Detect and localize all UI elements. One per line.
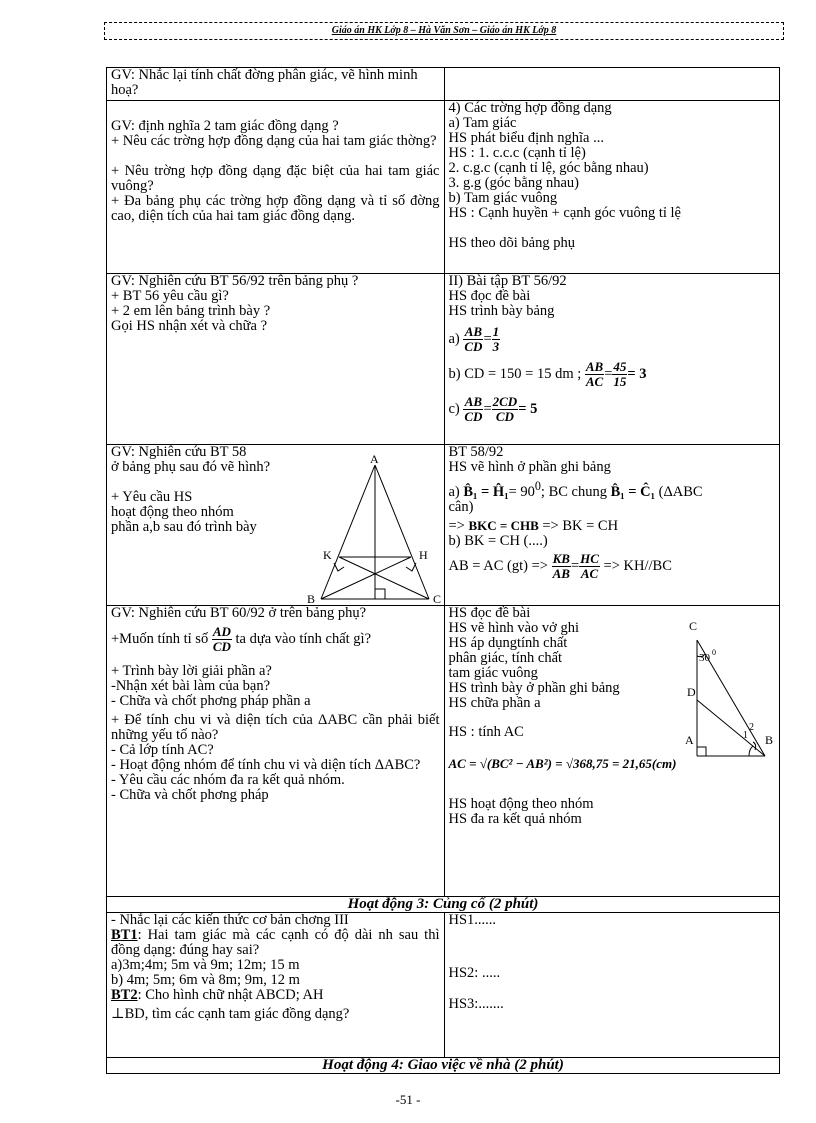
angle-label: 2 bbox=[748, 722, 754, 733]
text: hoạt động theo nhóm bbox=[111, 504, 234, 520]
table-row bbox=[107, 68, 780, 101]
page-number: -51 - bbox=[395, 1092, 421, 1107]
cell-left bbox=[107, 68, 445, 101]
cell-right bbox=[444, 101, 780, 274]
fraction: $\frac{AB}{AC}$ bbox=[585, 359, 604, 389]
text: - Nhắc lại các kiến thức cơ bản chơng III bbox=[111, 912, 349, 928]
table-row bbox=[107, 913, 780, 1058]
fraction: $\frac{2CD}{CD}$ bbox=[492, 394, 518, 424]
cell-left: GV: Nghiên cứu BT 60/92 ở trên bảng phụ? +Muốn tính tỉ số $\frac{AD}{CD}$ ta dựa vào tính chất gì? + Trình bày lời giải phần a? -Nhận xét bài làm của bạn? - Chữa và chốt phơng pháp phần a + Để tính chu vi và diện tích của ΔABC cần phải biết những yếu tố nào? - Cả lớp tính AC? - Hoạt động nhóm để tính chu vi và diện tích ΔABC? - Yêu cầu các nhóm đa ra kết quả nhóm. - Chữa và chốt phơng pháp bbox=[107, 606, 445, 897]
text: + Trình bày lời giải phần a? bbox=[111, 663, 272, 679]
text: + BT 56 yêu cầu gì? bbox=[111, 288, 229, 304]
text: - Chữa và chốt phơng pháp bbox=[111, 787, 269, 803]
text: HS3:....... bbox=[448, 996, 504, 1012]
text: ở bảng phụ sau đó vẽ hình? bbox=[111, 459, 271, 475]
page-header: Giáo án HK Lớp 8 – Hà Văn Sơn – Giáo án HK Lớp 8 bbox=[104, 22, 784, 40]
text: HS1...... bbox=[448, 912, 497, 928]
text: - Cả lớp tính AC? bbox=[111, 742, 214, 758]
section-title: Hoạt động 3: Củng cố (2 phút) bbox=[107, 897, 780, 913]
table-row bbox=[107, 445, 780, 606]
cell-right bbox=[444, 913, 780, 1058]
text: HS hoạt động theo nhóm bbox=[448, 796, 594, 812]
text: + Yêu cầu HS bbox=[111, 489, 193, 505]
text: HS : tính AC bbox=[448, 724, 524, 740]
text: HS áp dụngtính chất bbox=[448, 635, 568, 651]
cell-left: - Nhắc lại các kiến thức cơ bản chơng III BT1: Hai tam giác mà các cạnh có độ dài nh sau thì đồng dạng: đúng hay sai? a)3m;4m; 5m và 9m; 12m; 15 m b) 4m; 5m; 6m và 8m; 9m, 12 m BT2: Cho hình chữ nhật ABCD; AH ⊥BD, tìm các cạnh tam giác đồng dạng? bbox=[107, 913, 445, 1058]
text: GV: Nghiên cứu BT 56/92 trên bảng phụ ? bbox=[111, 273, 359, 289]
text: cân) bbox=[448, 498, 474, 515]
text: b) 4m; 5m; 6m và 8m; 9m, 12 m bbox=[111, 972, 300, 988]
text: HS đọc đề bài bbox=[448, 288, 531, 304]
cell-right: BT 58/92 HS vẽ hình ở phần ghi bảng a) B̂₁ = Ĥ₁= $90^0$; BC chung B̂₁ = Ĉ₁ (ΔABC cân) => BKC = CHB => BK = CH b) BK = CH (....) AB = AC (gt) => $\frac{KB}{AB}$ = $\frac{HC}{AC}$ => KH//BC bbox=[444, 445, 780, 606]
lesson-table bbox=[106, 67, 780, 1074]
right-triangle-figure bbox=[671, 614, 771, 764]
text: HS đọc đề bài bbox=[448, 605, 531, 621]
isosceles-triangle-figure bbox=[303, 453, 443, 605]
text: HS trình bày ở phần ghi bảng bbox=[448, 680, 620, 696]
text: GV: Nghiên cứu BT 60/92 ở trên bảng phụ? bbox=[111, 605, 367, 621]
text: a)3m;4m; 5m và 9m; 12m; 15 m bbox=[111, 957, 300, 973]
fraction: $\frac{45}{15}$ bbox=[613, 359, 627, 389]
text: HS : 1. c.c.c (cạnh tỉ lệ) bbox=[448, 145, 586, 161]
text: tam giác vuông bbox=[448, 665, 538, 681]
table-row bbox=[107, 101, 780, 274]
text: HS : Cạnh huyền + cạnh góc vuông tỉ lệ bbox=[448, 205, 681, 221]
text: 2. c.g.c (cạnh tỉ lệ, góc bằng nhau) bbox=[448, 160, 649, 176]
text: Gọi HS nhận xét và chữa ? bbox=[111, 318, 268, 334]
vertex-label: B bbox=[764, 733, 773, 747]
text: HS trình bày bảng bbox=[448, 303, 555, 319]
angle-label: 0 bbox=[711, 648, 716, 657]
vertex-label: A bbox=[684, 733, 694, 747]
text: b) Tam giác vuông bbox=[448, 190, 558, 206]
cell-right bbox=[444, 606, 780, 897]
vertex-label: B bbox=[307, 592, 316, 606]
formula: AC = √(BC² − AB²) = √368,75 = 21,65(cm) bbox=[448, 756, 677, 771]
cell-left bbox=[107, 445, 445, 606]
text: phần a,b sau đó trình bày bbox=[111, 519, 257, 535]
vertex-label: C bbox=[433, 592, 442, 606]
text: a) bbox=[448, 330, 460, 347]
text: - Chữa và chốt phơng pháp phần a bbox=[111, 693, 311, 709]
cell-right: II) Bài tập BT 56/92 HS đọc đề bài HS trình bày bảng a) $\frac{AB}{CD}$ = $\frac{1}{3}$ b) CD = 150 = 15 dm ; $\frac{AB}{AC}$ = $\frac{45}{15}$ = 3 c) $\frac{AB}{CD}$ = $\frac{2CD}{CD}$ = 5 bbox=[444, 274, 780, 445]
text: GV: Nhắc lại tính chất đờng phân giác, vẽ hình minh hoạ? bbox=[111, 67, 418, 98]
vertex-label: K bbox=[323, 548, 332, 562]
text: HS2: ..... bbox=[448, 965, 501, 981]
text: b) CD = 150 = 15 dm ; bbox=[448, 365, 582, 382]
fraction: $\frac{KB}{AB}$ bbox=[552, 550, 570, 581]
angle-label: 30 bbox=[698, 652, 710, 664]
fraction: $\frac{HC}{AC}$ bbox=[580, 550, 599, 581]
text: a) Tam giác bbox=[448, 115, 517, 131]
text: GV: định nghĩa 2 tam giác đồng dạng ? bbox=[111, 118, 339, 134]
table-row bbox=[107, 897, 780, 913]
text: -Nhận xét bài làm của bạn? bbox=[111, 678, 271, 694]
vertex-label: C bbox=[688, 619, 697, 633]
fraction: $\frac{1}{3}$ bbox=[492, 324, 500, 354]
table-row bbox=[107, 1058, 780, 1074]
vertex-label: D bbox=[686, 685, 696, 699]
table-row bbox=[107, 606, 780, 897]
text: b) BK = CH (....) bbox=[448, 532, 548, 549]
section-title: Hoạt động 4: Giao việc về nhà (2 phút) bbox=[107, 1058, 780, 1074]
text: phân giác, tính chất bbox=[448, 650, 563, 666]
text: HS chữa phần a bbox=[448, 695, 541, 711]
fraction: $\frac{AD}{CD}$ bbox=[212, 624, 231, 654]
fraction: $\frac{AB}{CD}$ bbox=[464, 394, 483, 424]
text: GV: Nghiên cứu BT 58 bbox=[111, 444, 247, 460]
text: + Nêu trờng hợp đồng dạng đặc biệt của hai tam giác vuông? bbox=[111, 163, 440, 194]
cell-left bbox=[107, 101, 445, 274]
fraction: $\frac{AB}{CD}$ bbox=[464, 324, 483, 354]
text: BT 58/92 bbox=[448, 444, 504, 460]
text: - Yêu cầu các nhóm đa ra kết quả nhóm. bbox=[111, 772, 345, 788]
text: 4) Các trờng hợp đồng dạng bbox=[448, 100, 612, 116]
cell-right bbox=[444, 68, 780, 101]
text: 3. g.g (góc bằng nhau) bbox=[448, 175, 579, 191]
cell-left bbox=[107, 274, 445, 445]
text: HS phát biểu định nghĩa ... bbox=[448, 130, 604, 146]
text: HS vẽ hình ở phần ghi bảng bbox=[448, 459, 611, 475]
text: HS vẽ hình vào vở ghi bbox=[448, 620, 580, 636]
text: + 2 em lên bảng trình bày ? bbox=[111, 303, 271, 319]
vertex-label: A bbox=[370, 452, 379, 466]
text: HS đa ra kết quả nhóm bbox=[448, 811, 582, 827]
text: c) bbox=[448, 400, 460, 417]
vertex-label: H bbox=[419, 548, 428, 562]
text: HS theo dõi bảng phụ bbox=[448, 235, 575, 251]
text: II) Bài tập BT 56/92 bbox=[448, 273, 567, 289]
angle-label: 1 bbox=[742, 730, 748, 741]
table-row bbox=[107, 274, 780, 445]
text: + Đa bảng phụ các trờng hợp đồng dạng và tỉ số đờng cao, diện tích của hai tam giác đồng dạng. bbox=[111, 193, 440, 224]
text: + Nêu các trờng hợp đồng dạng của hai tam giác thờng? bbox=[111, 133, 437, 149]
